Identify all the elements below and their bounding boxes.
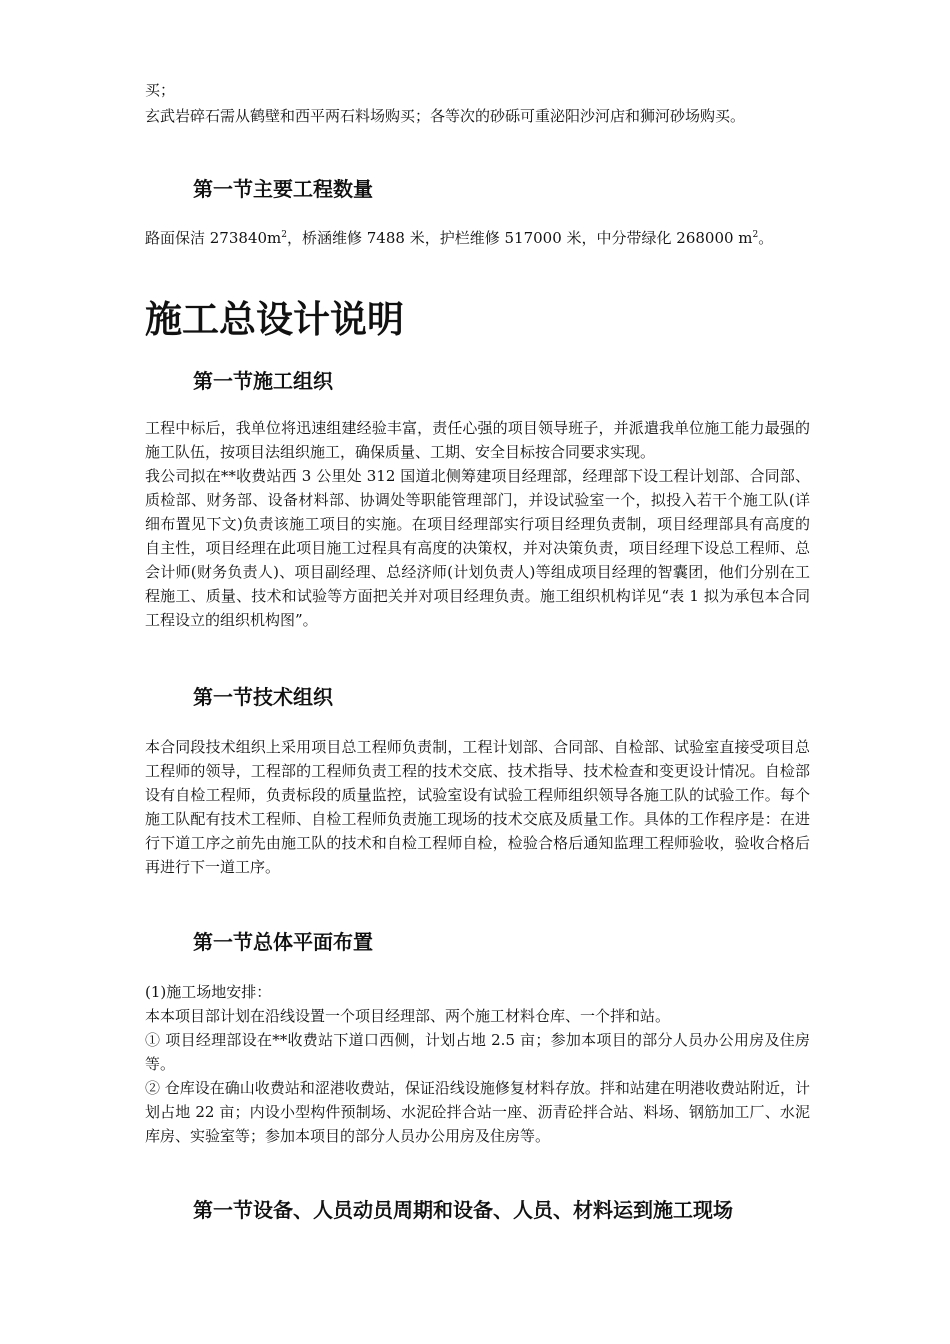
heading-construction-organization: 第一节施工组织 xyxy=(193,369,333,393)
quantities-text-c: 。 xyxy=(758,229,774,247)
layout-item-1: ① 项目经理部设在**收费站下道口西侧，计划占地 2.5 亩；参加本项目的部分人员办公用房及住房等。 xyxy=(145,1031,810,1073)
quantities-sup-a: 2 xyxy=(281,230,287,240)
layout-line-2: 本本项目部计划在沿线设置一个项目经理部、两个施工材料仓库、一个拌和站。 xyxy=(145,1007,671,1025)
quantities-sup-b: 2 xyxy=(752,230,759,240)
technical-paragraph: 本合同段技术组织上采用项目总工程师负责制，工程计划部、合同部、自检部、试验室直接受项目总工程师的领导，工程部的工程师负责工程的技术交底、技术指导、技术检查和变更设计情况。自检部设有自检工程师，负责标段的质量监控，试验室设有试验工程师组织领导各施工队的试验工作。每个施工队配有技术工程师、自检工程师负责施工现场的技术交底及质量工作。具体的工作程序是：在进行下道工序之前先由施工队的技术和自检工程师自检，检验合格后通知监理工程师验收，验收合格后再进行下一道工序。 xyxy=(145,738,810,876)
quantities-text-b: ，桥涵维修 7488 米，护栏维修 517000 米，中分带绿化 268000 m xyxy=(287,229,753,247)
layout-line-1: (1)施工场地安排： xyxy=(145,983,272,1001)
chapter-title: 施工总设计说明 xyxy=(145,298,404,341)
quantities-text-a: 路面保洁 273840m xyxy=(145,229,282,247)
heading-mobilization: 第一节设备、人员动员周期和设备、人员、材料运到施工现场 xyxy=(193,1198,733,1222)
heading-general-layout: 第一节总体平面布置 xyxy=(193,930,373,954)
quantities-paragraph xyxy=(145,226,810,250)
layout-item-2: ② 仓库设在确山收费站和涩港收费站，保证沿线设施修复材料存放。拌和站建在明港收费站附近，计划占地 22 亩；内设小型构件预制场、水泥砼拌合站一座、沥青砼拌合站、料场、钢筋加工厂、水泥库房、实验室等；参加本项目的部分人员办公用房及住房等。 xyxy=(145,1079,810,1145)
top-line-1: 买； xyxy=(145,81,176,99)
organization-paragraph-2: 我公司拟在**收费站西 3 公里处 312 国道北侧筹建项目经理部，经理部下设工程计划部、合同部、质检部、财务部、设备材料部、协调处等职能管理部门，并设试验室一个，拟投入若干个施工队(详细布置见下文)负责该施工项目的实施。在项目经理部实行项目经理负责制，项目经理部具有高度的自主性，项目经理在此项目施工过程具有高度的决策权，并对决策负责，项目经理下设总工程师、总会计师(财务负责人)、项目副经理、总经济师(计划负责人)等组成项目经理的智囊团，他们分别在工程施工、质量、技术和试验等方面把关并对项目经理负责。施工组织机构详见“表 1 拟为承包本合同工程设立的组织机构图”。 xyxy=(145,467,810,629)
heading-main-quantities: 第一节主要工程数量 xyxy=(193,177,373,201)
heading-technical-organization: 第一节技术组织 xyxy=(193,685,333,709)
organization-paragraph-1: 工程中标后，我单位将迅速组建经验丰富，责任心强的项目领导班子，并派遣我单位施工能力最强的施工队伍，按项目法组织施工，确保质量、工期、安全目标按合同要求实现。 xyxy=(145,419,810,461)
top-line-2: 玄武岩碎石需从鹤壁和西平两石料场购买；各等次的砂砾可重泌阳沙河店和狮河砂场购买。 xyxy=(145,107,746,125)
